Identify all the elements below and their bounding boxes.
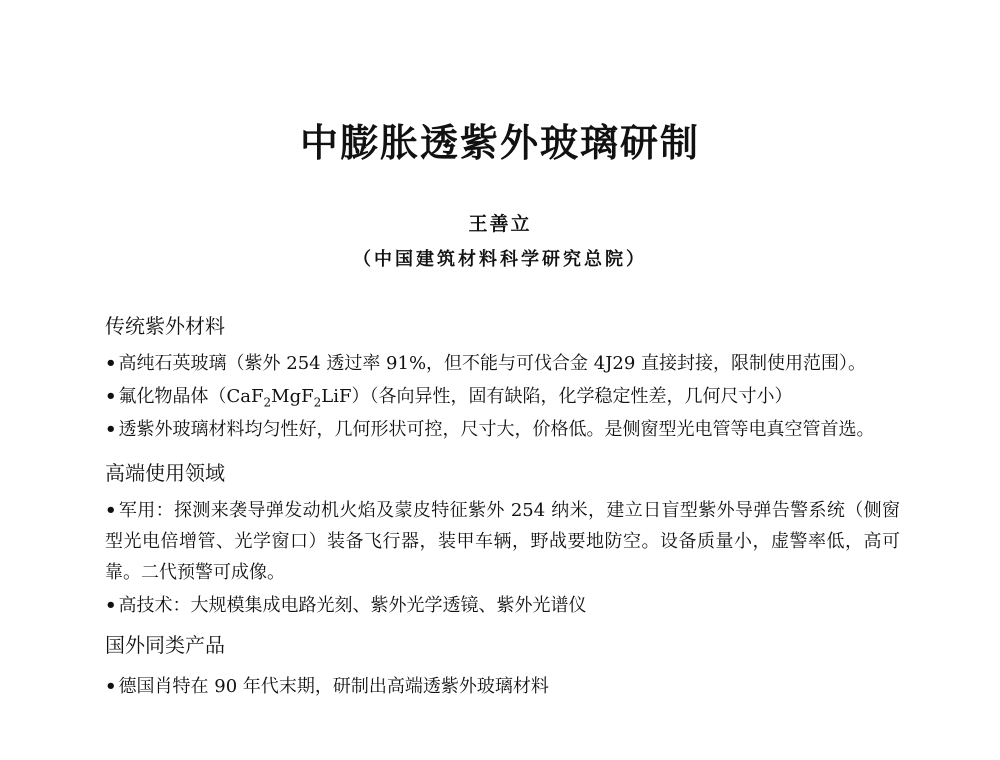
list-item-text: 高技术：大规模集成电路光刻、紫外光学透镜、紫外光谱仪 (118, 595, 587, 616)
section-heading: 高端使用领域 (105, 461, 225, 485)
list-item-text-prefix: 氟化物晶体（ (118, 386, 227, 407)
formula-part: MgF (271, 386, 314, 407)
bullet-symbol: • (105, 500, 117, 521)
list-item (105, 381, 900, 412)
author-name: 王善立 (468, 213, 532, 235)
section-heading: 国外同类产品 (105, 633, 225, 657)
bullet-symbol: • (105, 386, 117, 407)
formula-part: LiF (321, 386, 352, 407)
bullet-symbol: • (105, 353, 117, 374)
formula-subscript: 2 (313, 395, 322, 410)
list-item (105, 590, 900, 621)
section-heading: 传统紫外材料 (105, 314, 225, 338)
list-item-text-suffix: ）（各向异性，固有缺陷，化学稳定性差，几何尺寸小） (351, 386, 793, 407)
page-title: 中膨胀透紫外玻璃研制 (299, 121, 700, 165)
bullet-symbol: • (105, 676, 117, 697)
section-traditional-uv-materials (105, 312, 900, 445)
list-item-text: 高纯石英玻璃（紫外 254 透过率 91%，但不能与可伐合金 4J29 直接封接，限制使用范围）。 (118, 353, 867, 374)
list-item (105, 671, 900, 702)
list-item-text: 军用：探测来袭导弹发动机火焰及蒙皮特征紫外 254 纳米，建立日盲型紫外导弹告警系统（侧窗型光电倍增管、光学窗口）装备飞行器，装甲车辆，野战要地防空。设备质量小，虚警率低，高可靠。二代预警可成像。 (105, 500, 900, 583)
formula-subscript: 2 (263, 395, 272, 410)
list-item (105, 414, 900, 445)
section-foreign-products (105, 631, 900, 702)
list-item (105, 348, 900, 379)
section-high-end-applications (105, 459, 900, 621)
chemical-formula (226, 386, 352, 410)
document-body (105, 312, 900, 704)
list-item-text: 透紫外玻璃材料均匀性好，几何形状可控，尺寸大，价格低。是侧窗型光电管等电真空管首选。 (118, 419, 875, 440)
list-item-text: 德国肖特在 90 年代末期，研制出高端透紫外玻璃材料 (118, 676, 549, 697)
bullet-symbol: • (105, 595, 117, 616)
formula-part: CaF (226, 386, 264, 407)
list-item (105, 495, 900, 588)
bullet-symbol: • (105, 419, 117, 440)
author-affiliation: （中国建筑材料科学研究总院） (353, 249, 647, 270)
